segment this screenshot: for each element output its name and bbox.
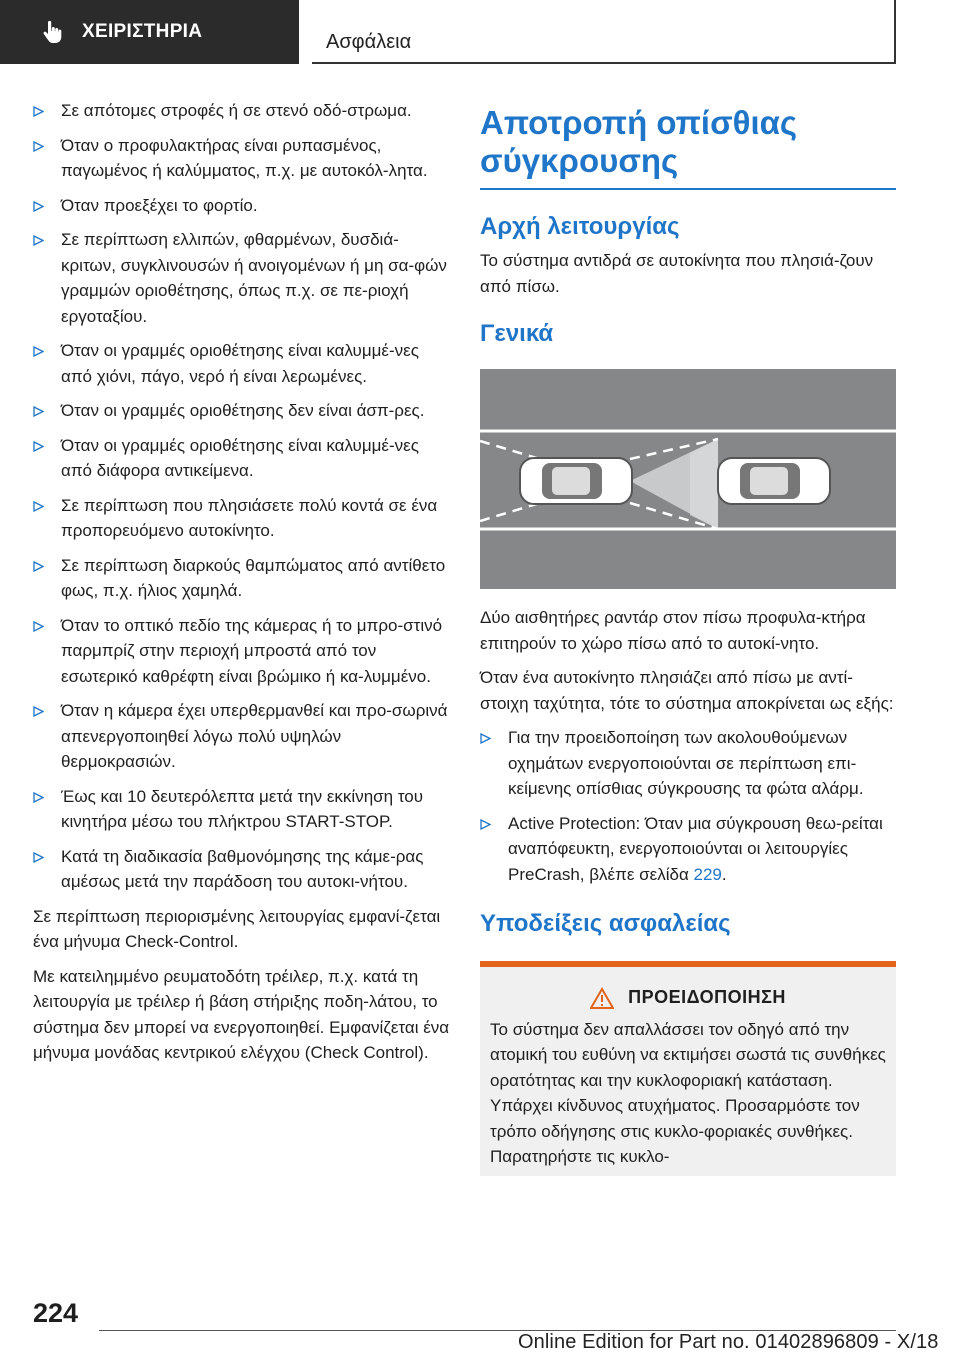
heading-rule (480, 188, 896, 190)
list-item-text: Όταν ο προφυλακτήρας είναι ρυπασμένος, παγωμένος ή καλύμματος, π.χ. με αυτοκόλ-λητα. (61, 135, 428, 180)
list-item (33, 613, 450, 690)
list-item (33, 398, 450, 424)
approach-paragraph: Όταν ένα αυτοκίνητο πλησιάζει από πίσω με αντί-στοιχη ταχύτητα, τότε το σύστημα αποκρίνεται ως εξής: (480, 668, 894, 713)
list-item (33, 338, 450, 389)
safety-heading: Υποδείξεις ασφαλείας (480, 910, 731, 937)
check-control-paragraph: Σε περίπτωση περιορισμένης λειτουργίας εμφανί-ζεται ένα μήνυμα Check-Control. (33, 906, 441, 951)
bullet-triangle-icon (33, 561, 44, 572)
list-item-text: Όταν προεξέχει το φορτίο. (61, 195, 258, 215)
list-item (33, 784, 450, 835)
active-protection-end: . (721, 864, 727, 884)
list-item-text: Όταν το οπτικό πεδίο της κάμερας ή το μπρο-στινό παρμπρίζ στην περιοχή μπροστά από τον εσωτερικό καθρέφτη είναι βρώμικο ή κα-λυμμένο. (61, 615, 443, 686)
list-item-text: Όταν οι γραμμές οριοθέτησης δεν είναι άσπ-ρες. (61, 401, 425, 420)
edition-note: Online Edition for Part no. 01402896809 - X/18 (518, 1331, 939, 1353)
bullet-triangle-icon (33, 346, 44, 357)
radar-diagram (480, 369, 896, 589)
active-protection-text: Active Protection: Όταν μια σύγκρουση θεω-ρείται αναπόφευκτη, ενεργοποιούνται οι λειτουργίες PreCrash, βλέπε σελίδα (508, 813, 883, 884)
warning-triangle-icon (590, 987, 614, 1009)
list-item-text: Σε απότομες στροφές ή σε στενό οδό-στρωμα. (61, 101, 412, 120)
bullet-triangle-icon (33, 141, 44, 152)
bullet-triangle-icon (33, 201, 44, 212)
list-item-text: Όταν η κάμερα έχει υπερθερμανθεί και προ-σωρινά απενεργοποιηθεί λόγω πολύ υψηλών θερμοκρασιών. (61, 701, 448, 771)
hand-pointer-icon (42, 20, 64, 44)
list-item (33, 698, 450, 775)
right-column (480, 98, 896, 1176)
figure-caption: Δύο αισθητήρες ραντάρ στον πίσω προφυλα-κτήρα επιτηρούν το χώρο πίσω από το αυτοκί-νητο. (480, 608, 866, 653)
list-item (33, 133, 450, 184)
front-car-icon (718, 458, 830, 504)
warning-title: ΠΡΟΕΙΔΟΠΟΙΗΣΗ (628, 987, 786, 1007)
bullet-triangle-icon (33, 852, 44, 863)
principle-heading: Αρχή λειτουργίας (480, 213, 680, 240)
section-tab (0, 0, 299, 64)
bullet-triangle-icon (33, 406, 44, 417)
chapter-header (312, 0, 896, 64)
page-number: 224 (33, 1298, 79, 1328)
list-item (33, 227, 450, 329)
bullet-triangle-icon (480, 819, 491, 830)
warning-box (480, 961, 896, 1176)
list-item (33, 433, 450, 484)
rear-car-icon (520, 458, 632, 504)
list-item (33, 493, 450, 544)
bullet-triangle-icon (33, 441, 44, 452)
list-item (33, 844, 450, 895)
general-heading: Γενικά (480, 320, 554, 347)
list-item-text: Κατά τη διαδικασία βαθμονόμησης της κάμε-ρας αμέσως μετά την παράδοση του αυτοκι-νήτου. (61, 846, 424, 891)
list-item-text: Έως και 10 δευτερόλεπτα μετά την εκκίνηση του κινητήρα μέσω του πλήκτρου START-STOP. (61, 786, 424, 831)
bullet-triangle-icon (33, 706, 44, 717)
bullet-triangle-icon (480, 733, 491, 744)
list-item (33, 193, 450, 219)
section-title: ΧΕΙΡΙΣΤΗΡΙΑ (82, 21, 203, 42)
warning-text: Το σύστημα δεν απαλλάσσει τον οδηγό από την ατομική του ευθύνη να εκτιμήσει σωστά τις συνθήκες ορατότητας και την κυκλοφοριακή κατάσταση. Υπάρχει κίνδυνος ατυχήματος. Προσαρμόστε τον τρόπο οδήγησης στις κυκλο-φοριακές συνθήκες. Παρατηρήστε τις κυκλο- (490, 1019, 886, 1166)
list-item-text: Όταν οι γραμμές οριοθέτησης είναι καλυμμέ-νες από χιόνι, πάγο, νερό ή είναι λερωμένες. (61, 341, 419, 386)
list-item-text: Για την προειδοποίηση των ακολουθούμενων οχημάτων ενεργοποιούνται σε περίπτωση επι-κείμενης οπίσθιας σύγκρουσης τα φώτα αλάρμ. (508, 728, 864, 798)
chapter-title: Ασφάλεια (326, 31, 412, 53)
list-item-text: Σε περίπτωση διαρκούς θαμπώματος από αντίθετο φως, π.χ. ήλιος χαμηλά. (61, 555, 446, 600)
bullet-triangle-icon (33, 501, 44, 512)
section-heading: Αποτροπή οπίσθιας σύγκρουσης (480, 104, 798, 179)
warning-title-row (490, 985, 886, 1011)
list-item-text: Σε περίπτωση ελλιπών, φθαρμένων, δυσδιά-κριτων, συγκλινουσών ή ανοιγομένων ή μη σα-φών γραμμών οριοθέτησης, όπως π.χ. σε πε-ριοχή εργοταξίου. (61, 230, 447, 326)
list-item-text: Σε περίπτωση που πλησιάσετε πολύ κοντά σε ένα προπορευόμενο αυτοκίνητο. (61, 495, 438, 540)
list-item (480, 725, 896, 802)
list-item-text: Όταν οι γραμμές οριοθέτησης είναι καλυμμέ-νες από διάφορα αντικείμενα. (61, 435, 419, 480)
page-link-229[interactable]: 229 (693, 864, 722, 884)
bullet-triangle-icon (33, 621, 44, 632)
bullet-triangle-icon (33, 792, 44, 803)
trailer-paragraph: Με κατειλημμένο ρευματοδότη τρέιλερ, π.χ. κατά τη λειτουργία με τρέιλερ ή βάση στήριξης ποδη-λάτου, το σύστημα δεν μπορεί να ενεργοποιηθεί. Εμφανίζεται ένα μήνυμα μονάδας κεντρικού ελέγχου (Check Control). (33, 966, 450, 1062)
list-item (33, 98, 450, 124)
right-bullet-list (480, 725, 896, 802)
rear-radar-illustration (480, 369, 896, 589)
bullet-triangle-icon (33, 235, 44, 246)
left-bullet-list (33, 98, 450, 895)
bullet-triangle-icon (33, 106, 44, 117)
left-column (33, 98, 450, 1075)
principle-paragraph: Το σύστημα αντιδρά σε αυτοκίνητα που πλησιά-ζουν από πίσω. (480, 251, 874, 296)
list-item (33, 553, 450, 604)
active-protection-item (480, 811, 896, 888)
